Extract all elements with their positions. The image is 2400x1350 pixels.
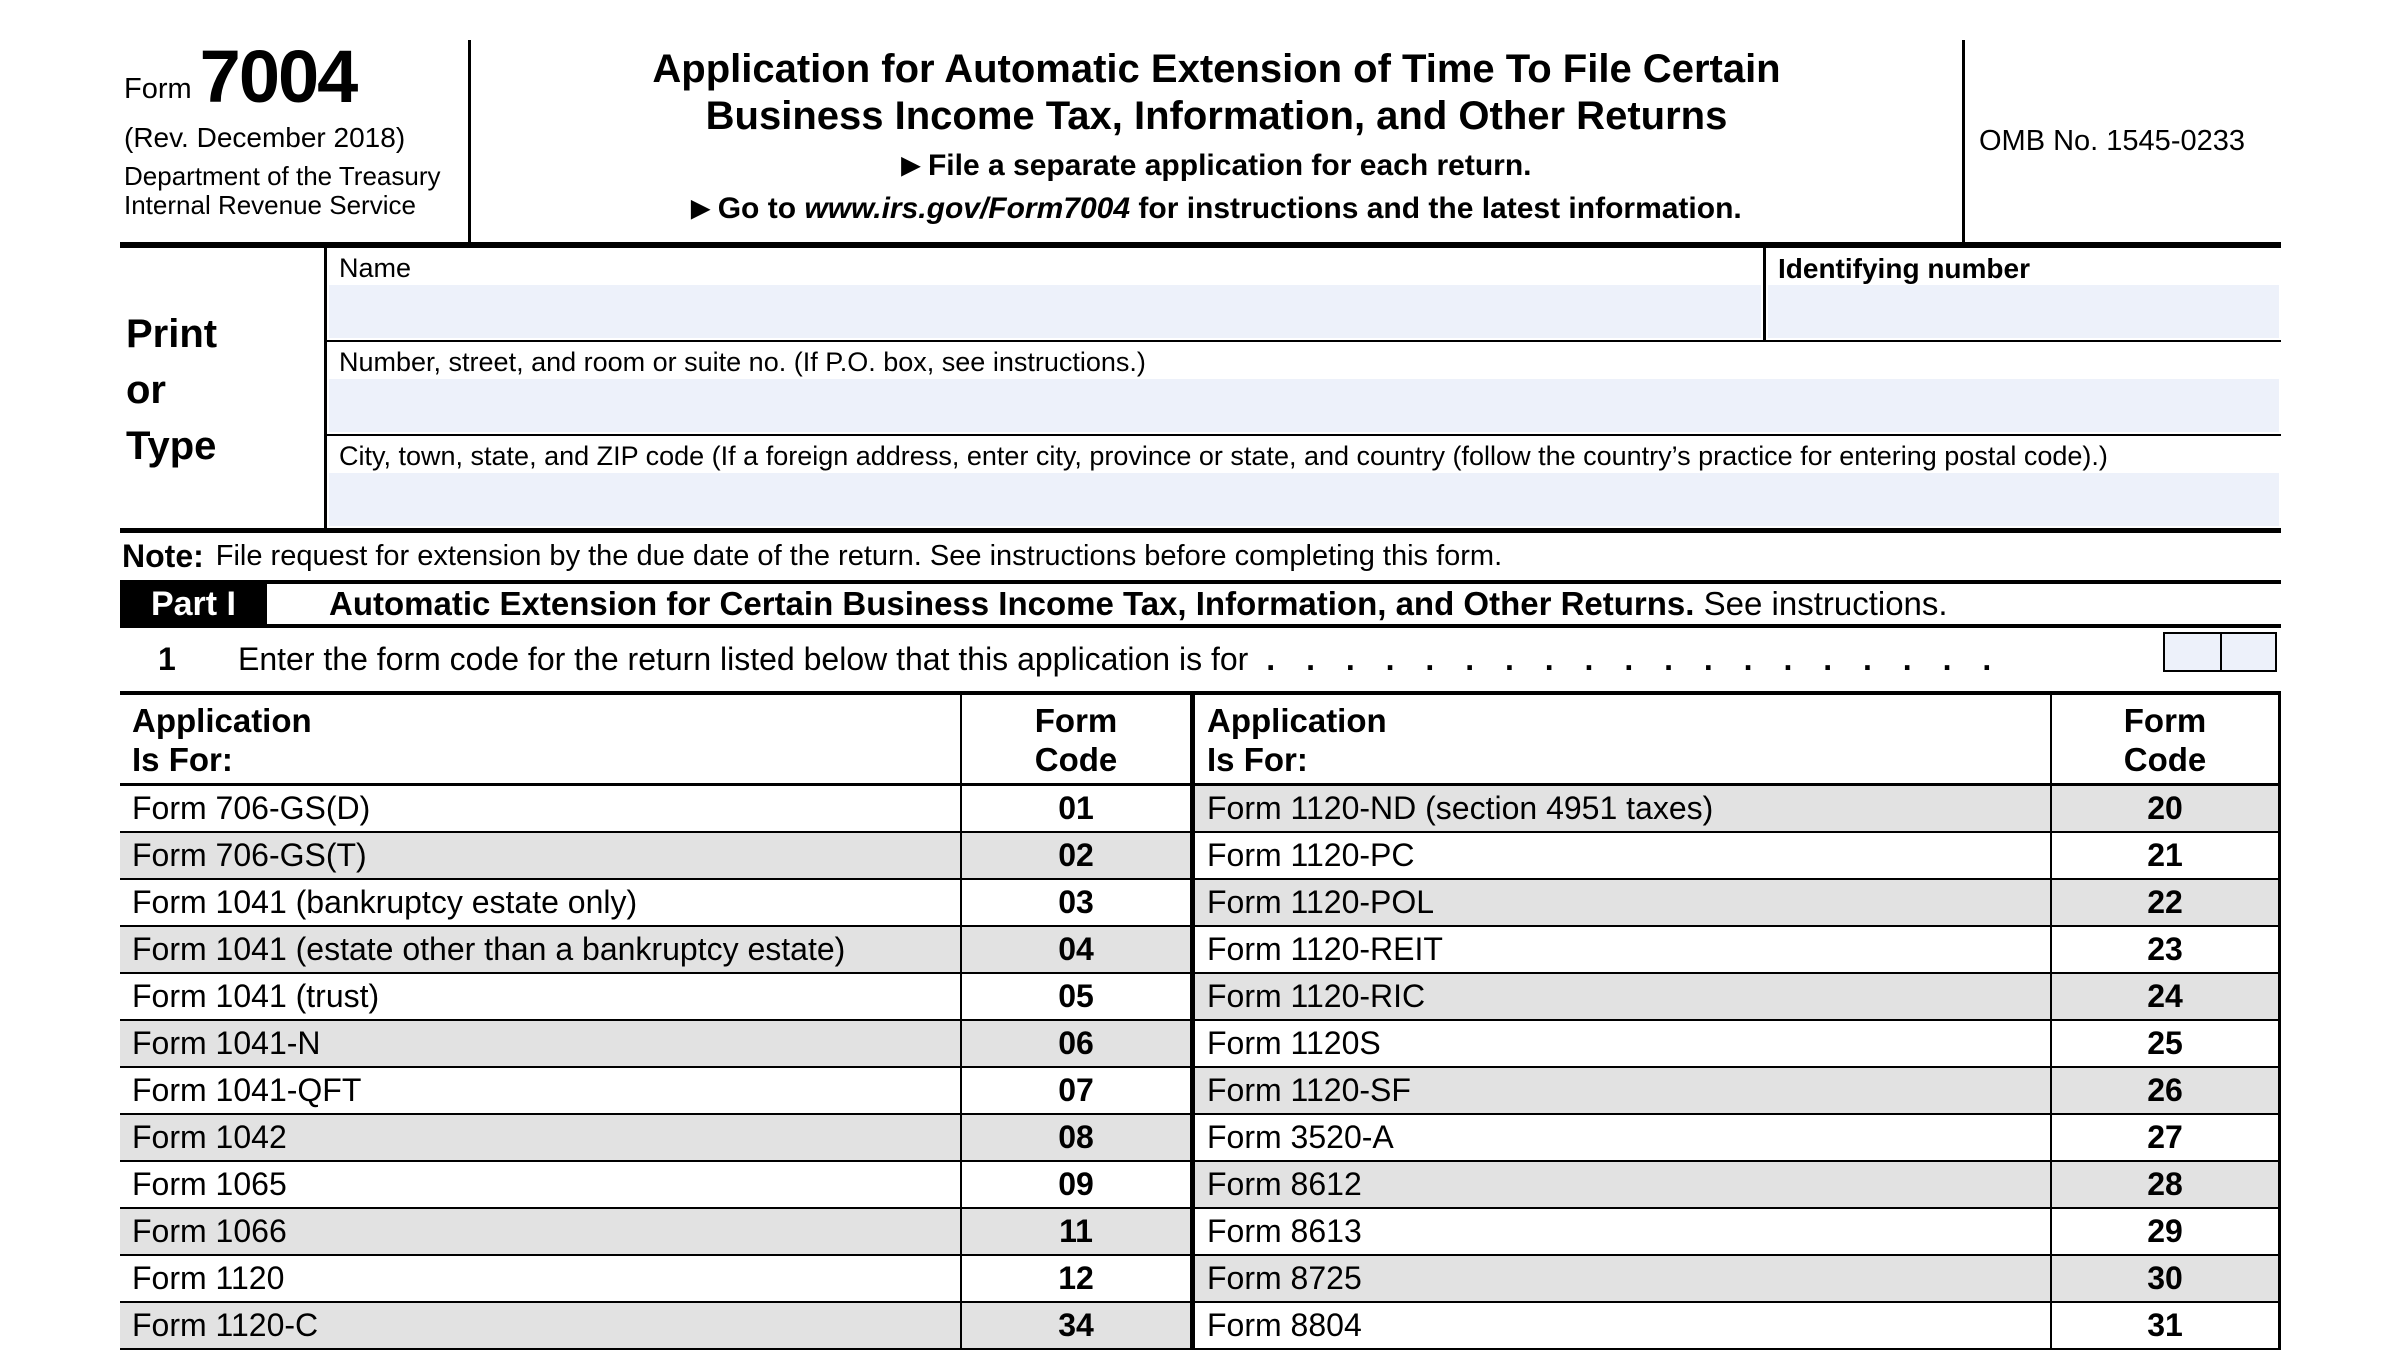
form-code-entry-box	[2163, 632, 2277, 672]
form-code: 06	[960, 1021, 1190, 1066]
city-state-zip-input[interactable]	[329, 473, 2279, 526]
form-code: 04	[960, 927, 1190, 972]
name-input[interactable]	[329, 285, 1761, 338]
name-identifying-row	[327, 248, 2281, 342]
table-row	[120, 1209, 1190, 1256]
form-number-row	[120, 35, 468, 118]
table-row	[120, 833, 1190, 880]
code-table-right-half	[1190, 695, 2281, 1350]
entity-fields	[324, 248, 2281, 528]
table-row	[120, 1115, 1190, 1162]
dot-leader: . . . . . . . . . . . . . . . . . . .	[1266, 641, 1992, 677]
form-code: 23	[2050, 927, 2278, 972]
form-number: 7004	[199, 35, 357, 118]
form-code: 12	[960, 1256, 1190, 1301]
part1-label: Part I	[120, 584, 267, 624]
table-header	[120, 695, 1190, 786]
identifying-number-label: Identifying number	[1778, 253, 2030, 284]
code-table-left-half	[120, 695, 1190, 1350]
form-code: 11	[960, 1209, 1190, 1254]
table-row	[120, 974, 1190, 1021]
line1-text: Enter the form code for the return listed below that this application is for	[238, 641, 1249, 677]
arrow-right-icon: ▶	[901, 152, 920, 179]
application-name: Form 1041-QFT	[132, 1072, 362, 1108]
form-code: 27	[2050, 1115, 2278, 1160]
application-name: Form 1041 (trust)	[132, 978, 380, 1014]
application-name: Form 1120-RIC	[1207, 978, 1426, 1014]
table-row	[1195, 927, 2278, 974]
form-title	[471, 46, 1962, 140]
table-row	[120, 1162, 1190, 1209]
bullet1-text: File a separate application for each return.	[927, 149, 1532, 182]
table-row	[1195, 1303, 2278, 1350]
form-code-table	[120, 695, 2281, 1350]
application-name: Form 1041 (bankruptcy estate only)	[132, 884, 638, 920]
identifying-number-cell	[1763, 248, 2281, 340]
form-code-digit1-input[interactable]	[2165, 634, 2220, 670]
city-state-zip-label: City, town, state, and ZIP code (If a foreign address, enter city, province or state, and country (follow the country’s practice for entering postal code).)	[339, 441, 2108, 471]
form-id-block	[120, 35, 471, 242]
table-header	[1195, 695, 2278, 786]
form-code: 30	[2050, 1256, 2278, 1301]
street-address-input[interactable]	[329, 379, 2279, 432]
header-line: Is For:	[132, 741, 233, 778]
table-row	[1195, 1162, 2278, 1209]
bullet-file-separate	[471, 149, 1962, 183]
line1-row	[120, 628, 2281, 695]
table-row	[120, 1256, 1190, 1303]
table-row	[120, 1068, 1190, 1115]
arrow-right-icon: ▶	[691, 195, 710, 222]
form-title-block	[471, 40, 1965, 242]
note-line	[120, 533, 2281, 580]
application-name: Form 706-GS(D)	[132, 790, 371, 826]
form-code-header	[2050, 695, 2278, 783]
form-code: 03	[960, 880, 1190, 925]
form-title-line2: Business Income Tax, Information, and Other Returns	[705, 94, 1728, 138]
header-line: Is For:	[1207, 741, 1308, 778]
irs-url-link[interactable]: www.irs.gov/Form7004	[804, 192, 1131, 225]
note-text: File request for extension by the due date of the return. See instructions before completing this form.	[215, 540, 1503, 572]
header-line: Application	[132, 702, 312, 739]
application-name: Form 1041 (estate other than a bankruptcy estate)	[132, 931, 846, 967]
form-code-digit2-input[interactable]	[2220, 634, 2275, 670]
print-label-line3: Type	[126, 424, 217, 468]
header-line: Form	[2123, 702, 2207, 739]
street-address-label: Number, street, and room or suite no. (If P.O. box, see instructions.)	[339, 347, 1146, 377]
application-name: Form 8613	[1207, 1213, 1362, 1249]
application-is-for-header	[120, 695, 960, 783]
note-label: Note:	[122, 538, 204, 574]
application-name: Form 706-GS(T)	[132, 837, 367, 873]
form-code: 02	[960, 833, 1190, 878]
form-code: 24	[2050, 974, 2278, 1019]
form-title-line1: Application for Automatic Extension of Time To File Certain	[652, 47, 1781, 91]
application-name: Form 1120-C	[132, 1307, 319, 1343]
table-row	[1195, 1115, 2278, 1162]
omb-block	[1965, 40, 2281, 242]
table-row	[120, 1303, 1190, 1350]
application-name: Form 1120	[132, 1260, 285, 1296]
name-cell	[327, 248, 1763, 340]
application-name: Form 1066	[132, 1213, 287, 1249]
entity-info-block	[120, 248, 2281, 533]
bullet2-prefix: Go to	[717, 192, 797, 225]
application-name: Form 8725	[1207, 1260, 1362, 1296]
form-code: 20	[2050, 786, 2278, 831]
table-row	[1195, 833, 2278, 880]
table-body	[1195, 786, 2278, 1350]
form-code: 07	[960, 1068, 1190, 1113]
application-is-for-header	[1195, 695, 2050, 783]
application-name: Form 1120-PC	[1207, 837, 1415, 873]
form-header	[120, 35, 2281, 248]
table-row	[1195, 1209, 2278, 1256]
header-line: Application	[1207, 702, 1387, 739]
omb-number: OMB No. 1545-0233	[1979, 124, 2245, 157]
header-line: Code	[2123, 741, 2207, 778]
form-code: 08	[960, 1115, 1190, 1160]
table-body	[120, 786, 1190, 1350]
agency-line2: Internal Revenue Service	[124, 190, 416, 220]
revision-date: (Rev. December 2018)	[124, 122, 406, 153]
form-code: 31	[2050, 1303, 2278, 1348]
form-code-header	[960, 695, 1190, 783]
agency-line1: Department of the Treasury	[124, 161, 441, 191]
city-state-zip-row	[327, 436, 2281, 528]
table-row	[1195, 974, 2278, 1021]
table-row	[120, 786, 1190, 833]
table-row	[1195, 1021, 2278, 1068]
print-label-line2: or	[126, 368, 166, 412]
table-row	[1195, 786, 2278, 833]
part1-heading-bold: Automatic Extension for Certain Business Income Tax, Information, and Other Returns.	[329, 585, 1695, 622]
application-name: Form 1041-N	[132, 1025, 321, 1061]
table-row	[1195, 880, 2278, 927]
application-name: Form 1065	[132, 1166, 287, 1202]
print-label-line1: Print	[126, 312, 218, 356]
table-row	[120, 927, 1190, 974]
application-name: Form 1120-POL	[1207, 884, 1435, 920]
application-name: Form 1120-ND (section 4951 taxes)	[1207, 790, 1714, 826]
identifying-number-input[interactable]	[1768, 285, 2279, 338]
bullet-go-to	[471, 192, 1962, 226]
form-code: 25	[2050, 1021, 2278, 1066]
form-word-label: Form	[124, 73, 192, 105]
table-row	[1195, 1068, 2278, 1115]
bullet2-suffix: for instructions and the latest information.	[1138, 192, 1742, 225]
application-name: Form 1120-REIT	[1207, 931, 1443, 967]
application-name: Form 3520-A	[1207, 1119, 1394, 1155]
table-row	[120, 1021, 1190, 1068]
part1-header-bar	[120, 580, 2281, 628]
table-row	[1195, 1256, 2278, 1303]
form-code: 29	[2050, 1209, 2278, 1254]
form-code: 01	[960, 786, 1190, 831]
print-or-type-label	[120, 248, 324, 528]
application-name: Form 8612	[1207, 1166, 1362, 1202]
form-code: 28	[2050, 1162, 2278, 1207]
application-name: Form 1120S	[1207, 1025, 1381, 1061]
form-code: 05	[960, 974, 1190, 1019]
application-name: Form 8804	[1207, 1307, 1362, 1343]
form-code: 21	[2050, 833, 2278, 878]
header-line: Form	[1034, 702, 1118, 739]
application-name: Form 1120-SF	[1207, 1072, 1411, 1108]
application-name: Form 1042	[132, 1119, 287, 1155]
header-line: Code	[1034, 741, 1118, 778]
form-code: 26	[2050, 1068, 2278, 1113]
name-label: Name	[339, 253, 412, 283]
line1-number: 1	[158, 641, 176, 677]
street-address-row	[327, 342, 2281, 436]
part1-heading-regular: See instructions.	[1703, 585, 1948, 622]
form-code: 34	[960, 1303, 1190, 1348]
table-row	[120, 880, 1190, 927]
form-code: 22	[2050, 880, 2278, 925]
form-code: 09	[960, 1162, 1190, 1207]
part1-heading	[329, 585, 1948, 623]
